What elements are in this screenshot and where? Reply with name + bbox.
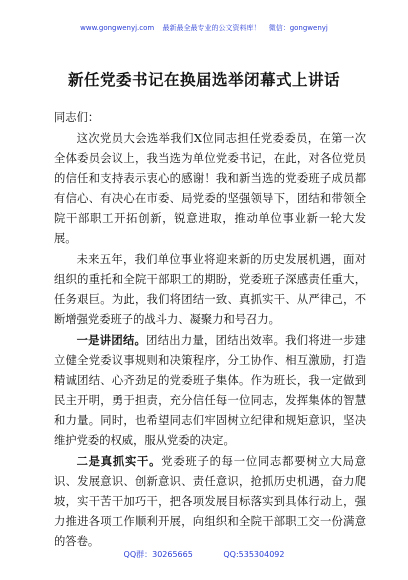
wechat-id: 微信：gongwenyj: [268, 24, 328, 32]
paragraph-3: [54, 330, 366, 451]
paragraph-2: [54, 249, 366, 330]
salutation: 同志们：: [54, 111, 100, 124]
qq-group: QQ群：30265665: [123, 550, 193, 559]
paragraph-lead: 二是真抓实干。: [76, 454, 162, 468]
site-slogan: 最新最全最专业的公文资料库！: [162, 24, 261, 32]
paragraph-text: 党委班子的每一位同志都要树立大局意识、发展意识、创新意识、责任意识，抢抓历史机遇，奋力爬坡，实干苦干加巧干，把各项发展目标落实到具体行动上，强力推进各项工作顺利开展，向组织和全院干部职工交一份满意的答卷。: [54, 455, 366, 548]
paragraph-text: 这次党员大会选举我们X位同志担任党委委员，在第一次全体委员会议上，我当选为单位党委书记，在此，对各位党员的信任和支持表示衷心的感谢！我和新当选的党委班子成员都有信心、有决心在市委、局党委的坚强领导下，团结和带领全院干部职工开拓创新，锐意进取，推动单位事业新一轮大发展。: [54, 132, 366, 245]
paragraph-text: 未来五年，我们单位事业将迎来新的历史发展机遇，面对组织的重托和全院干部职工的期盼，党委班子深感责任重大，任务艰巨。为此，我们将团结一致、真抓实干、从严律己，不断增强党委班子的战斗力、凝聚力和号召力。: [54, 253, 366, 326]
document-body: [54, 108, 366, 552]
qq-contact: QQ:535304092: [223, 550, 285, 559]
paragraph-1: [54, 128, 366, 249]
paragraph-text: 团结出力量，团结出效率。我们将进一步建立健全党委议事规则和决策程序，分工协作、相互激励，打造精诚团结、心齐劲足的党委班子集体。作为班长，我一定做到民主开明，勇于担责，充分信任每一位同志，发挥集体的智慧和力量。同时，也希望同志们牢固树立纪律和规矩意识，坚决维护党委的权威，服从党委的决定。: [54, 334, 366, 447]
site-url-link[interactable]: www.gongwenyj.com: [80, 24, 155, 32]
paragraph-lead: 一是讲团结。: [76, 333, 147, 347]
document-title: 新任党委书记在换届选举闭幕式上讲话: [67, 70, 340, 89]
site-header: [0, 23, 408, 33]
page-footer: [0, 549, 408, 560]
paragraph-4: [54, 451, 366, 552]
